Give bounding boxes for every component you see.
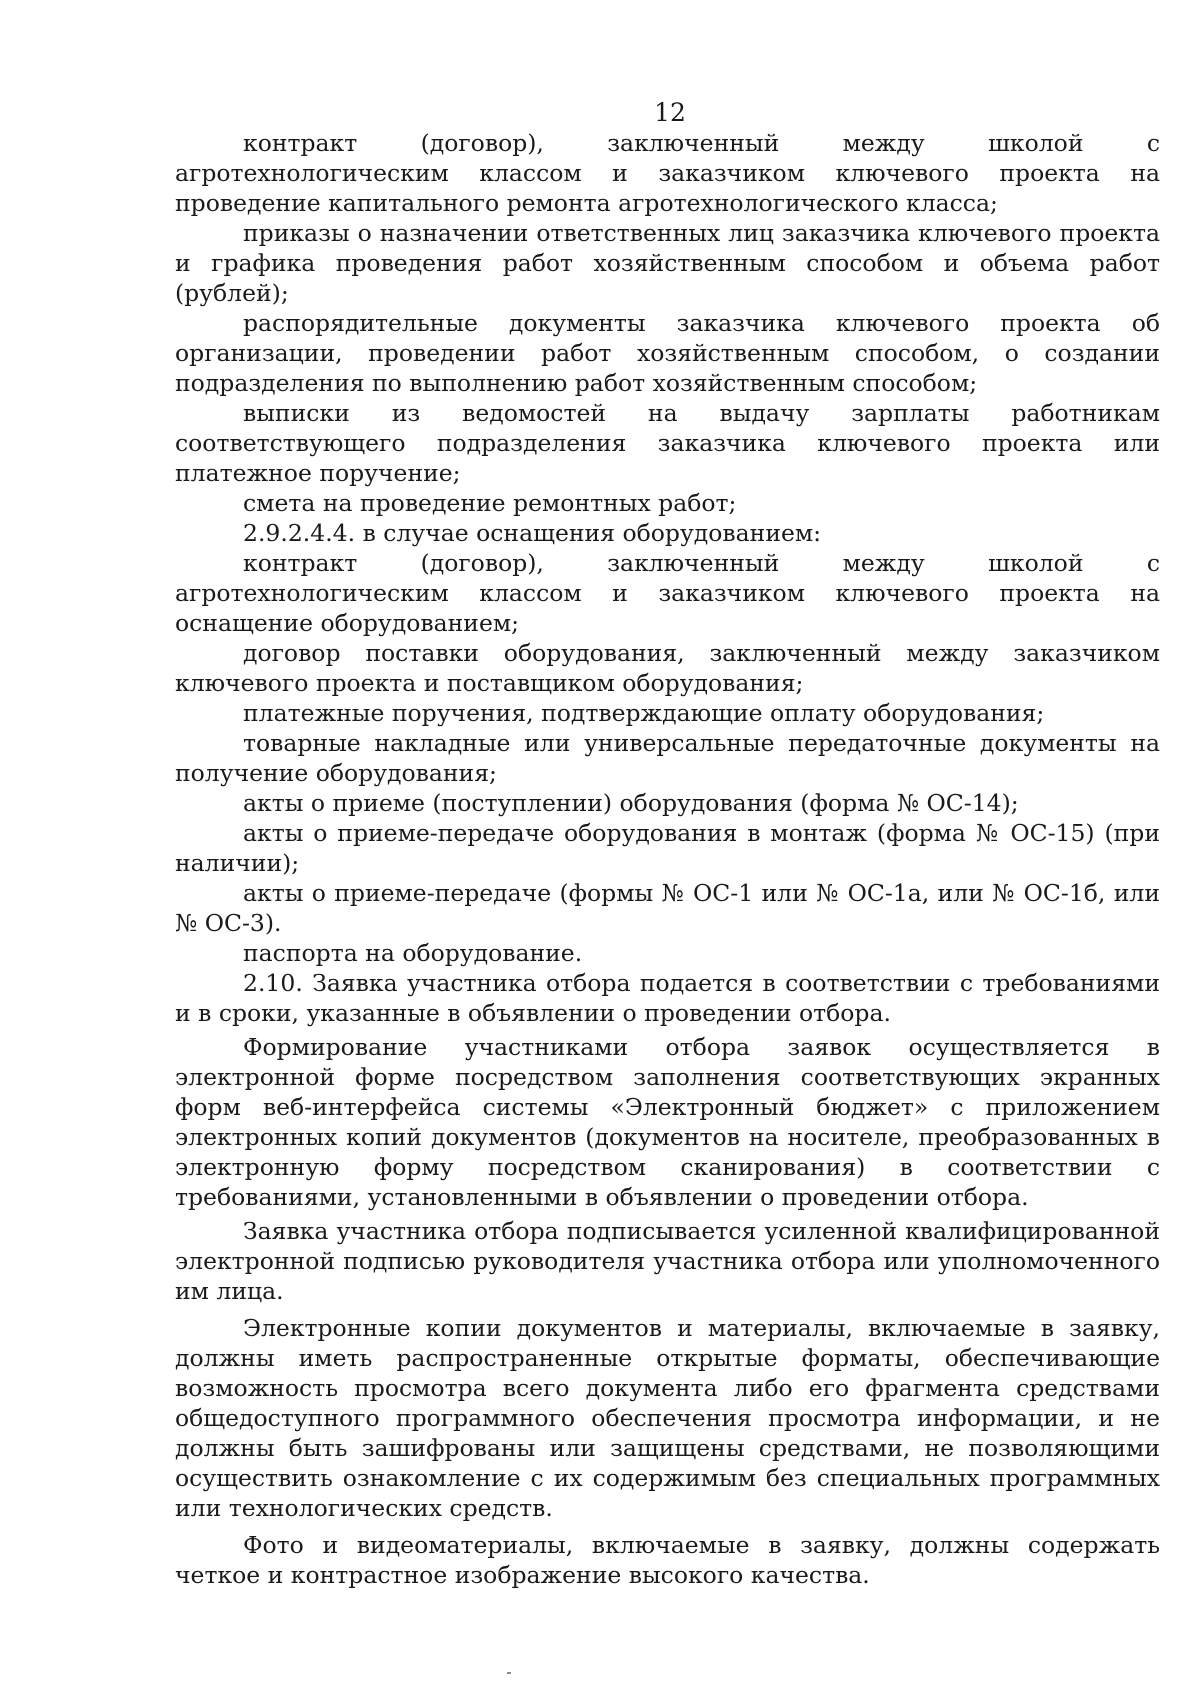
paragraph-acts-os14: акты о приеме (поступлении) оборудования (форма № ОС-14); (243, 789, 1019, 817)
paragraph-contract-equipment: контракт (договор), заключенный между школой с агротехнологическим классом и заказчиком ключевого проекта на оснащение оборудованием; (175, 549, 1160, 637)
scan-speck (507, 1672, 511, 1674)
paragraph-photo-video: Фото и видеоматериалы, включаемые в заявку, должны содержать четкое и контрастное изображение высокого качества. (175, 1531, 1160, 1589)
paragraph-administrative-docs: распорядительные документы заказчика ключевого проекта об организации, проведении работ хозяйственным способом, о создании подразделения по выполнению работ хозяйственным способом; (175, 309, 1160, 397)
paragraph-electronic-copies: Электронные копии документов и материалы, включаемые в заявку, должны иметь распространенные открытые форматы, обеспечивающие возможность просмотра всего документа либо его фрагмента средствами общедоступного программного обеспечения просмотра информации, и не должны быть зашифрованы или защищены средствами, не позволяющими осуществить ознакомление с их содержимым без специальных программных или технологических средств. (175, 1314, 1160, 1522)
document-body (175, 128, 1160, 1590)
paragraph-signature: Заявка участника отбора подписывается усиленной квалифицированной электронной подписью руководителя участника отбора или уполномоченного им лица. (175, 1217, 1160, 1305)
paragraph-payment-orders: платежные поручения, подтверждающие оплату оборудования; (243, 699, 1045, 727)
paragraph-salary-statements: выписки из ведомостей на выдачу зарплаты работникам соответствующего подразделения заказчика ключевого проекта или платежное поручение; (175, 399, 1160, 487)
paragraph-acts-os15: акты о приеме-передаче оборудования в монтаж (форма № ОС-15) (при наличии); (175, 819, 1160, 877)
paragraph-electronic-form: Формирование участниками отбора заявок осуществляется в электронной форме посредством заполнения соответствующих экранных форм веб-интерфейса системы «Электронный бюджет» с приложением электронных копий документов (документов на носителе, преобразованных в электронную форму посредством сканирования) в соответствии с требованиями, установленными в объявлении о проведении отбора. (175, 1033, 1160, 1211)
paragraph-contract-repair: контракт (договор), заключенный между школой с агротехнологическим классом и заказчиком ключевого проекта на проведение капитального ремонта агротехнологического класса; (175, 129, 1160, 217)
paragraph-invoices: товарные накладные или универсальные передаточные документы на получение оборудования; (175, 729, 1160, 787)
paragraph-supply-agreement: договор поставки оборудования, заключенный между заказчиком ключевого проекта и поставщиком оборудования; (175, 639, 1160, 697)
paragraph-acts-os1: акты о приеме-передаче (формы № ОС-1 или № ОС-1а, или № ОС-1б, или № ОС-3). (175, 879, 1160, 937)
paragraph-passports: паспорта на оборудование. (243, 939, 583, 967)
paragraph-2-10: 2.10. Заявка участника отбора подается в соответствии с требованиями и в сроки, указанные в объявлении о проведении отбора. (175, 969, 1160, 1027)
paragraph-orders-responsible: приказы о назначении ответственных лиц заказчика ключевого проекта и графика проведения работ хозяйственным способом и объема работ (рублей); (175, 219, 1160, 307)
paragraph-repair-estimate: смета на проведение ремонтных работ; (243, 489, 737, 517)
page-number: 12 (654, 98, 686, 127)
paragraph-equipment-heading: 2.9.2.4.4. в случае оснащения оборудованием: (243, 519, 822, 547)
